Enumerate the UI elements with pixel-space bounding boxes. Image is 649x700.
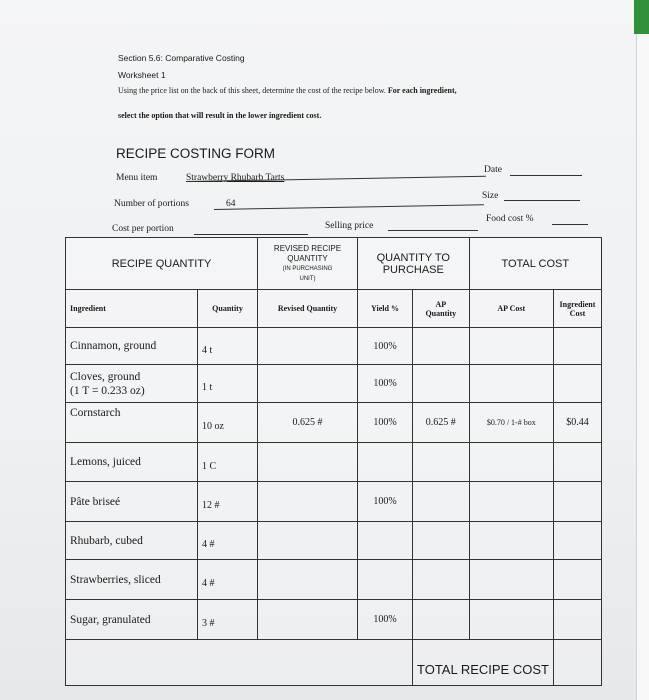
revised-header-line-1: REVISED RECIPE	[273, 243, 342, 253]
ingredient-quantity: 12 #	[198, 482, 258, 522]
date-label: Date	[484, 165, 502, 175]
ingredient-name	[66, 365, 198, 403]
revised-quantity-cell[interactable]	[258, 365, 358, 403]
ingredient-cost-cell[interactable]	[553, 522, 601, 560]
col-ap-quantity-line-1: AP	[435, 299, 447, 309]
ingredient-name: Pâte briseé	[66, 482, 198, 522]
date-line[interactable]	[510, 175, 582, 176]
table-row	[66, 522, 602, 560]
revised-header-line-2: QUANTITY	[287, 253, 328, 263]
revised-quantity-cell[interactable]	[258, 560, 358, 600]
instructions-text: Using the price list on the back of this sheet, determine the cost of the recipe below.	[118, 86, 386, 95]
yield-cell: 100%	[358, 328, 413, 365]
revised-quantity-cell[interactable]	[258, 600, 358, 640]
column-header-row	[66, 290, 602, 328]
yield-cell[interactable]	[358, 443, 413, 482]
ap-quantity-cell[interactable]	[413, 328, 470, 365]
portions-line	[214, 204, 484, 210]
cost-per-portion-label: Cost per portion	[112, 224, 174, 234]
ap-cost-cell[interactable]: $0.70 / 1-# box	[469, 403, 553, 443]
ingredient-name: Cornstarch	[66, 403, 198, 443]
ap-cost-cell[interactable]	[469, 522, 553, 560]
portions-value: 64	[226, 199, 236, 209]
ingredient-note: (1 T = 0.233 oz)	[70, 384, 145, 397]
col-ingredient-cost-line-2: Cost	[569, 308, 586, 318]
worksheet-number: Worksheet 1	[118, 70, 166, 80]
ap-cost-cell[interactable]	[469, 482, 553, 522]
total-recipe-cost-label: TOTAL RECIPE COST	[413, 640, 554, 686]
ingredient-quantity: 3 #	[198, 600, 258, 640]
instructions-line-2: select the option that will result in the lower ingredient cost.	[118, 111, 322, 120]
ap-cost-cell[interactable]	[469, 328, 553, 365]
revised-quantity-cell[interactable]	[258, 328, 358, 365]
selling-price-label: Selling price	[325, 221, 374, 231]
revised-header-line-3: (IN PURCHASING	[282, 265, 333, 272]
ap-quantity-cell[interactable]	[413, 600, 470, 640]
table-row	[66, 482, 602, 522]
ingredient-quantity: 4 #	[198, 560, 258, 600]
col-quantity: Quantity	[198, 290, 258, 328]
revised-quantity-cell[interactable]	[258, 522, 358, 560]
col-ap-cost: AP Cost	[469, 290, 553, 328]
ap-quantity-cell[interactable]	[413, 443, 470, 482]
instructions-line-1	[118, 86, 457, 95]
yield-cell: 100%	[358, 365, 413, 403]
qty-purchase-line-2: PURCHASE	[382, 263, 444, 276]
size-label: Size	[482, 191, 499, 201]
ingredient-quantity: 4 #	[198, 522, 258, 560]
size-line[interactable]	[504, 200, 580, 201]
ingredient-cost-cell[interactable]	[553, 600, 601, 640]
total-row	[66, 640, 602, 686]
menu-item-label: Menu item	[116, 173, 158, 183]
col-ap-quantity-line-2: Quantity	[425, 308, 457, 318]
total-recipe-cost-cell[interactable]	[553, 640, 601, 686]
ingredient-cost-cell[interactable]	[553, 328, 601, 365]
recipe-costing-table	[65, 237, 602, 686]
food-cost-label: Food cost %	[486, 214, 534, 224]
food-cost-line[interactable]	[552, 224, 588, 225]
section-title: Section 5.6: Comparative Costing	[118, 53, 245, 63]
instructions-bold-text: For each ingredient,	[387, 86, 457, 95]
ingredient-quantity: 4 t	[198, 328, 258, 365]
col-yield: Yield %	[358, 290, 413, 328]
qty-purchase-line-1: QUANTITY TO	[376, 251, 450, 264]
ingredient-name: Cinnamon, ground	[66, 328, 198, 365]
revised-header-line-4: UNIT)	[299, 275, 316, 282]
ingredient-cost-cell[interactable]: $0.44	[553, 403, 601, 443]
ap-cost-cell[interactable]	[469, 365, 553, 403]
portions-label: Number of portions	[114, 199, 189, 209]
col-ap-quantity	[413, 290, 470, 328]
ingredient-cost-cell[interactable]	[553, 365, 601, 403]
ingredient-name-text: Cloves, ground	[70, 370, 141, 383]
ingredient-cost-cell[interactable]	[553, 560, 601, 600]
yield-cell[interactable]	[358, 522, 413, 560]
ap-cost-cell[interactable]	[469, 560, 553, 600]
ap-quantity-cell[interactable]	[413, 560, 470, 600]
col-revised-quantity: Revised Quantity	[258, 290, 358, 328]
total-row-spacer	[66, 640, 413, 686]
ingredient-quantity: 10 oz	[198, 403, 258, 443]
col-ingredient: Ingredient	[66, 290, 198, 328]
ingredient-name: Sugar, granulated	[66, 600, 198, 640]
yield-cell[interactable]	[358, 560, 413, 600]
table-row	[66, 560, 602, 600]
ingredient-quantity: 1 C	[198, 443, 258, 482]
ap-quantity-cell[interactable]	[413, 522, 470, 560]
background-paper-edge	[636, 34, 649, 700]
ingredient-cost-cell[interactable]	[553, 443, 601, 482]
ap-cost-cell[interactable]	[469, 600, 553, 640]
ingredient-name: Lemons, juiced	[66, 443, 198, 482]
yield-cell: 100%	[358, 482, 413, 522]
revised-quantity-cell[interactable]	[258, 443, 358, 482]
ingredient-cost-cell[interactable]	[553, 482, 601, 522]
selling-price-line[interactable]	[388, 230, 478, 231]
col-ingredient-cost	[553, 290, 601, 328]
total-cost-header: TOTAL COST	[469, 238, 601, 290]
yield-cell: 100%	[358, 403, 413, 443]
yield-cell: 100%	[358, 600, 413, 640]
table-row	[66, 403, 602, 443]
ap-quantity-cell[interactable]	[413, 365, 470, 403]
table-row	[66, 443, 602, 482]
col-ingredient-cost-line-1: Ingredient	[559, 299, 596, 309]
quantity-to-purchase-header	[358, 238, 470, 290]
ingredient-name: Rhubarb, cubed	[66, 522, 198, 560]
table-row	[66, 328, 602, 365]
menu-item-value: Strawberry Rhubarb Tarts	[186, 173, 285, 183]
revised-quantity-cell[interactable]: 0.625 #	[258, 403, 358, 443]
table-row	[66, 600, 602, 640]
ap-cost-cell[interactable]	[469, 443, 553, 482]
cost-per-portion-line[interactable]	[194, 234, 308, 235]
ap-quantity-cell[interactable]: 0.625 #	[413, 403, 470, 443]
ap-quantity-cell[interactable]	[413, 482, 470, 522]
form-title: RECIPE COSTING FORM	[116, 146, 276, 161]
recipe-quantity-header: RECIPE QUANTITY	[66, 238, 258, 290]
background-green-edge	[634, 0, 649, 34]
ingredient-name: Strawberries, sliced	[66, 560, 198, 600]
revised-quantity-cell[interactable]	[258, 482, 358, 522]
revised-quantity-header	[258, 238, 358, 290]
group-header-row	[66, 238, 602, 290]
table-row	[66, 365, 602, 403]
ingredient-quantity: 1 t	[198, 365, 258, 403]
